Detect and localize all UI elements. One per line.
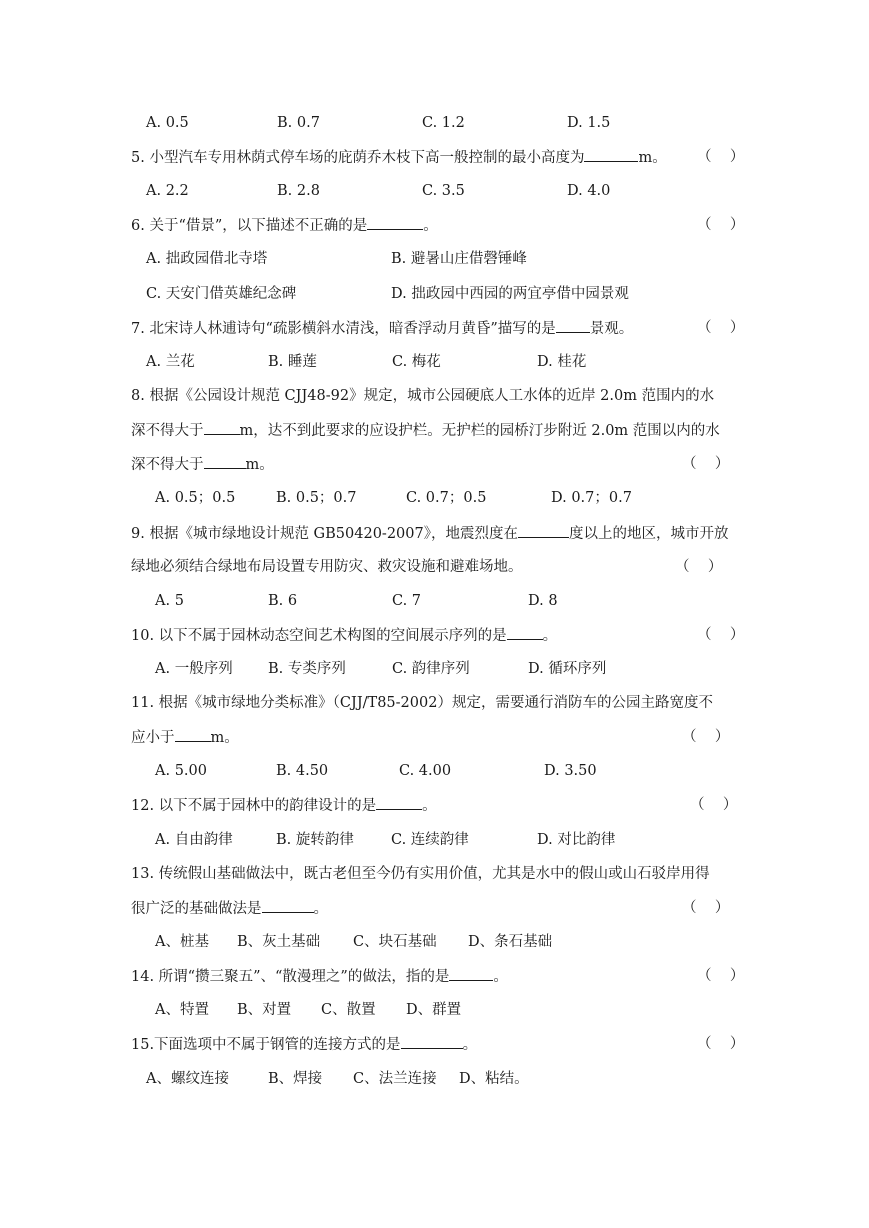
answer-blank: [449, 966, 493, 981]
q9-stem-line2: 绿地必须结合绿地布局设置专用防灾、救灾设施和避难场地。: [131, 559, 523, 575]
q5-option-a: A. 2.2: [146, 183, 189, 199]
q6-option-a: A. 拙政园借北寺塔: [146, 251, 268, 267]
q10-option-b: B. 专类序列: [268, 661, 346, 677]
q12-option-d: D. 对比韵律: [537, 832, 616, 848]
q5-option-b: B. 2.8: [277, 183, 320, 199]
answer-blank: [507, 625, 543, 640]
q15-option-c: C、法兰连接: [353, 1071, 437, 1087]
answer-blank: [204, 454, 246, 469]
q15-answer-parens: （ ）: [697, 1036, 745, 1052]
q11-option-d: D. 3.50: [544, 763, 597, 779]
answer-blank: [175, 727, 211, 742]
q6-option-c: C. 天安门借英雄纪念碑: [146, 286, 297, 302]
q12-answer-parens: （ ）: [690, 797, 738, 813]
q15-option-d: D、粘结。: [459, 1071, 529, 1087]
q7-option-a: A. 兰花: [146, 354, 195, 370]
q14-option-a: A、特置: [155, 1002, 209, 1018]
q8-option-a: A. 0.5；0.5: [155, 490, 236, 506]
q11-option-a: A. 5.00: [155, 763, 207, 779]
q10-answer-parens: （ ）: [697, 627, 745, 643]
q14-answer-parens: （ ）: [697, 968, 745, 984]
q11-option-b: B. 4.50: [276, 763, 329, 779]
q10-option-a: A. 一般序列: [155, 661, 233, 677]
q8-stem-line2: 深不得大于 m，达不到此要求的应设护栏。无护栏的园桥汀步附近 2.0m 范围以内的水: [131, 420, 720, 441]
q9-option-a: A. 5: [155, 593, 184, 609]
q5-answer-parens: （ ）: [697, 149, 745, 165]
q13-stem-line1: 13. 传统假山基础做法中，既古老但至今仍有实用价值，尤其是水中的假山或山石驳岸用得: [131, 866, 710, 882]
q6-option-b: B. 避暑山庄借磬锤峰: [391, 251, 527, 267]
q4-option-b: B. 0.7: [277, 115, 320, 131]
answer-blank: [556, 318, 590, 333]
q13-option-b: B、灰土基础: [237, 934, 321, 950]
q10-option-d: D. 循环序列: [528, 661, 607, 677]
q6-option-d: D. 拙政园中西园的两宜亭借中园景观: [391, 286, 629, 302]
q7-option-d: D. 桂花: [537, 354, 587, 370]
answer-blank: [262, 898, 314, 913]
q12-option-a: A. 自由韵律: [155, 832, 233, 848]
q14-option-b: B、对置: [237, 1002, 292, 1018]
q11-stem-line1: 11. 根据《城市绿地分类标准》（CJJ/T85-2002）规定，需要通行消防车的公园主路宽度不: [131, 695, 713, 711]
q7-stem: 7. 北宋诗人林逋诗句“疏影横斜水清浅，暗香浮动月黄昏”描写的是 景观。: [131, 318, 633, 339]
q4-option-a: A. 0.5: [146, 115, 189, 131]
q12-option-b: B. 旋转韵律: [276, 832, 354, 848]
answer-blank: [518, 523, 569, 538]
q9-option-b: B. 6: [268, 593, 298, 609]
q7-option-b: B. 睡莲: [268, 354, 317, 370]
q9-answer-parens: （ ）: [675, 559, 723, 575]
q13-answer-parens: （ ）: [682, 900, 730, 916]
q8-stem-line3: 深不得大于 m。: [131, 454, 274, 475]
q4-option-d: D. 1.5: [567, 115, 611, 131]
q14-option-c: C、散置: [321, 1002, 376, 1018]
q10-stem: 10. 以下不属于园林动态空间艺术构图的空间展示序列的是 。: [131, 625, 557, 646]
q15-option-a: A、螺纹连接: [146, 1071, 229, 1087]
q13-option-d: D、条石基础: [468, 934, 553, 950]
answer-blank: [376, 795, 422, 810]
q6-stem: 6. 关于“借景”，以下描述不正确的是 。: [131, 215, 438, 236]
q14-stem: 14. 所谓“攒三聚五”、“散漫理之”的做法，指的是 。: [131, 966, 508, 987]
q7-option-c: C. 梅花: [392, 354, 441, 370]
q6-answer-parens: （ ）: [697, 217, 745, 233]
q9-stem-line1: 9. 根据《城市绿地设计规范 GB50420-2007》，地震烈度在 度以上的地区，城市开放: [131, 523, 728, 544]
q13-stem-line2: 很广泛的基础做法是 。: [131, 898, 328, 919]
answer-blank: [367, 215, 423, 230]
q9-option-c: C. 7: [392, 593, 422, 609]
q13-option-c: C、块石基础: [353, 934, 437, 950]
q5-option-c: C. 3.5: [422, 183, 465, 199]
q15-option-b: B、焊接: [268, 1071, 323, 1087]
q8-answer-parens: （ ）: [682, 456, 730, 472]
q5-stem: 5. 小型汽车专用林荫式停车场的庇荫乔木枝下高一般控制的最小高度为 m。: [131, 147, 667, 168]
q8-option-c: C. 0.7；0.5: [406, 490, 487, 506]
q8-stem-line1: 8. 根据《公园设计规范 CJJ48-92》规定，城市公园硬底人工水体的近岸 2.0m 范围内的水: [131, 388, 715, 404]
q11-answer-parens: （ ）: [682, 729, 730, 745]
answer-blank: [584, 147, 638, 162]
q9-option-d: D. 8: [528, 593, 558, 609]
q15-stem: 15.下面选项中不属于钢管的连接方式的是 。: [131, 1034, 477, 1055]
q14-option-d: D、群置: [406, 1002, 462, 1018]
q8-option-d: D. 0.7；0.7: [551, 490, 632, 506]
q10-option-c: C. 韵律序列: [392, 661, 470, 677]
q12-stem: 12. 以下不属于园林中的韵律设计的是 。: [131, 795, 437, 816]
q8-option-b: B. 0.5；0.7: [276, 490, 357, 506]
q11-stem-line2: 应小于 m。: [131, 727, 239, 748]
q12-option-c: C. 连续韵律: [391, 832, 469, 848]
q7-answer-parens: （ ）: [697, 320, 745, 336]
answer-blank: [401, 1034, 463, 1049]
q4-option-c: C. 1.2: [422, 115, 465, 131]
answer-blank: [204, 420, 240, 435]
q13-option-a: A、桩基: [155, 934, 209, 950]
q11-option-c: C. 4.00: [399, 763, 452, 779]
q5-option-d: D. 4.0: [567, 183, 611, 199]
